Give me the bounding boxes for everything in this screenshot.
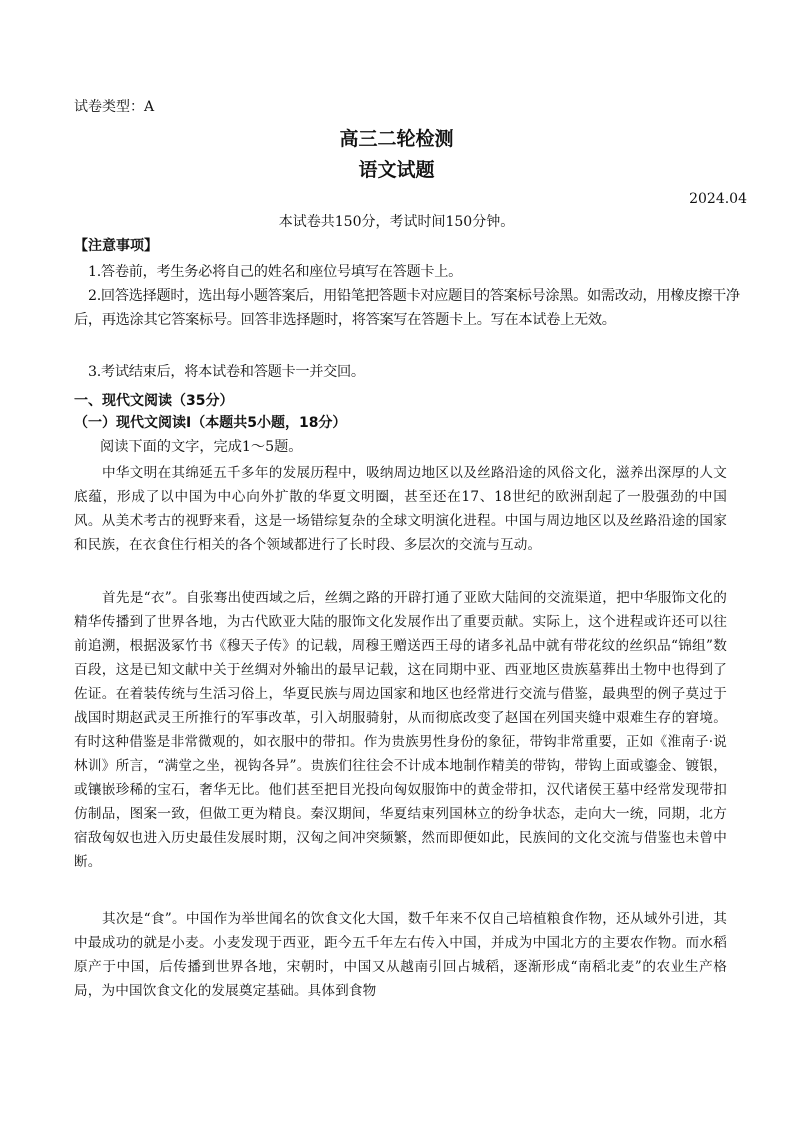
- notice-heading: 【注意事项】: [74, 238, 158, 254]
- reading-paragraph: 首先是“衣”。自张骞出使西域之后，丝绸之路的开辟打通了亚欧大陆间的交流渠道，把中华服饰文化的精华传播到了世界各地，为古代欧亚大陆的服饰文化发展作出了重要贡献。实际上，这个进程或许还可以往前追溯，根据汲冢竹书《穆天子传》的记载，周穆王赠送西王母的诸多礼品中就有带花纹的丝织品“锦组”数百段，这是已知文献中关于丝绸对外输出的最早记载，这在同期中亚、西亚地区贵族墓葬出土物中也得到了佐证。在着装传统与生活习俗上，华夏民族与周边国家和地区也经常进行交流与借鉴，最典型的例子莫过于战国时期赵武灵王所推行的军事改革，引入胡服骑射，从而彻底改变了赵国在列国夹缝中艰难生存的窘境。有时这种借鉴是非常微观的，如衣服中的带扣。作为贵族男性身份的象征，带钩非常重要，正如《淮南子·说林训》所言，“满堂之坐，视钩各异”。贵族们往往会不计成本地制作精美的带钩，带钩上面或鎏金、镀银，或镶嵌珍稀的宝石，奢华无比。他们甚至把目光投向匈奴服饰中的黄金带扣，汉代诸侯王墓中经常发现带扣仿制品，图案一致，但做工更为精良。秦汉期间，华夏结束列国林立的纷争状态，走向大一统，同期，北方宿敌匈奴也进入历史最佳发展时期，汉匈之间冲突频繁，然而即便如此，民族间的文化交流与借鉴也未曾中断。: [74, 590, 727, 870]
- reading-paragraph: 中华文明在其绵延五千多年的发展历程中，吸纳周边地区以及丝路沿途的风俗文化，滋养出深厚的人文底蕴，形成了以中国为中心向外扩散的华夏文明圈，甚至还在17、18世纪的欧洲刮起了一股强劲的中国风。从美术考古的视野来看，这是一场错综复杂的全球文明演化进程。中国与周边地区以及丝路沿途的国家和民族，在衣食住行相关的各个领域都进行了长时段、多层次的交流与互动。: [74, 465, 727, 553]
- exam-date: 2024.04: [689, 191, 747, 207]
- exam-info: 本试卷共150分，考试时间150分钟。: [278, 214, 515, 230]
- notice-item: 1.答卷前，考生务必将自己的姓名和座位号填写在答题卡上。: [88, 264, 463, 280]
- subsection-heading: （一）现代文阅读Ⅰ（本题共5小题，18分）: [74, 415, 347, 431]
- reading-instruction: 阅读下面的文字，完成1～5题。: [100, 439, 303, 455]
- notice-item: 3.考试结束后，将本试卷和答题卡一并交回。: [88, 364, 365, 380]
- section-heading: 一、现代文阅读（35分）: [74, 393, 234, 409]
- paper-type-label: 试卷类型：A: [74, 99, 155, 115]
- notice-item: 2.回答选择题时，选出每小题答案后，用铅笔把答题卡对应题目的答案标号涂黑。如需改动，用橡皮擦干净后，再选涂其它答案标号。回答非选择题时，将答案写在答题卡上。写在本试卷上无效。: [74, 288, 740, 328]
- exam-title: 高三二轮检测: [339, 128, 454, 150]
- reading-paragraph: 其次是“食”。中国作为举世闻名的饮食文化大国，数千年来不仅自己培植粮食作物，还从域外引进，其中最成功的就是小麦。小麦发现于西亚，距今五千年左右传入中国，并成为中国北方的主要农作物。而水稻原产于中国，后传播到世界各地，宋朝时，中国又从越南引回占城稻，逐渐形成“南稻北麦”的农业生产格局，为中国饮食文化的发展奠定基础。具体到食物: [74, 911, 727, 999]
- exam-subtitle: 语文试题: [358, 159, 435, 181]
